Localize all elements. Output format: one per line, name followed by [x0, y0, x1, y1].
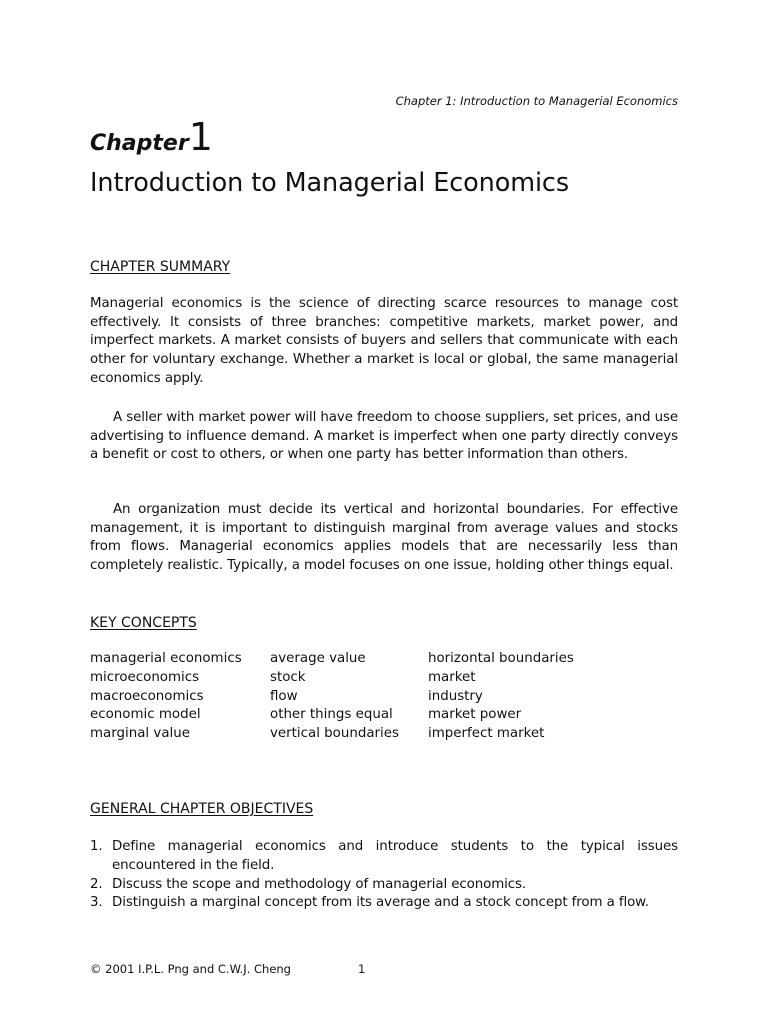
concept-item: marginal value — [90, 726, 190, 742]
objective-text: Discuss the scope and methodology of managerial economics. — [112, 876, 527, 892]
concept-item: vertical boundaries — [270, 726, 399, 742]
key-concepts-heading: KEY CONCEPTS — [90, 615, 197, 631]
concept-item: industry — [428, 688, 483, 704]
objective-item — [90, 838, 678, 876]
objective-number: 1. — [90, 839, 103, 854]
objective-number: 2. — [90, 876, 103, 892]
concepts-column-2 — [270, 650, 399, 744]
concept-item: market — [428, 669, 476, 685]
concept-item: flow — [270, 688, 298, 704]
running-header: Chapter 1: Introduction to Managerial Economics — [395, 94, 678, 108]
objective-item — [90, 894, 678, 913]
summary-paragraph-3: An organization must decide its vertical and horizontal boundaries. For effective management, it is important to distinguish marginal from average values and stocks from flows. Managerial economics applies models that are necessarily less than completely realistic. Typically, a model focuses on one issue, holding other things equal. — [90, 502, 678, 574]
chapter-word: Chapter — [90, 131, 189, 156]
concept-item: market power — [428, 707, 522, 723]
objectives-heading: GENERAL CHAPTER OBJECTIVES — [90, 801, 314, 817]
chapter-number: 1 — [188, 115, 213, 159]
objective-text: Distinguish a marginal concept from its average and a stock concept from a flow. — [112, 895, 649, 911]
concept-item: economic model — [90, 707, 201, 723]
concept-item: horizontal boundaries — [428, 651, 574, 666]
concept-item: microeconomics — [90, 669, 200, 685]
page-number: 1 — [358, 962, 366, 976]
objective-item — [90, 876, 678, 895]
summary-paragraph-1: Managerial economics is the science of directing scarce resources to manage cost effectively. It consists of three branches: competitive markets, market power, and imperfect markets. A market consists of buyers and sellers that communicate with each other for voluntary exchange. Whether a market is local or global, the same managerial economics apply. — [90, 296, 678, 386]
concept-item: other things equal — [270, 707, 393, 723]
objective-number: 3. — [90, 895, 103, 911]
concept-item: average value — [270, 651, 366, 666]
objectives-list — [90, 838, 678, 913]
concepts-column-3 — [428, 650, 574, 744]
copyright-footer: © 2001 I.P.L. Png and C.W.J. Cheng — [90, 962, 291, 976]
concept-item: stock — [270, 669, 306, 685]
concept-item: imperfect market — [428, 726, 545, 742]
concept-item: managerial economics — [90, 651, 242, 666]
chapter-title: Introduction to Managerial Economics — [90, 168, 570, 198]
summary-paragraph-2: A seller with market power will have freedom to choose suppliers, set prices, and use advertising to influence demand. A market is imperfect when one party directly conveys a benefit or cost to others, or when one party has better information than others. — [90, 410, 678, 463]
concepts-column-1 — [90, 650, 242, 744]
concept-item: macroeconomics — [90, 688, 204, 704]
chapter-label — [90, 115, 213, 168]
objective-text: Define managerial economics and introduce students to the typical issues encountered in the field. — [112, 839, 678, 873]
chapter-summary-heading: CHAPTER SUMMARY — [90, 259, 231, 275]
